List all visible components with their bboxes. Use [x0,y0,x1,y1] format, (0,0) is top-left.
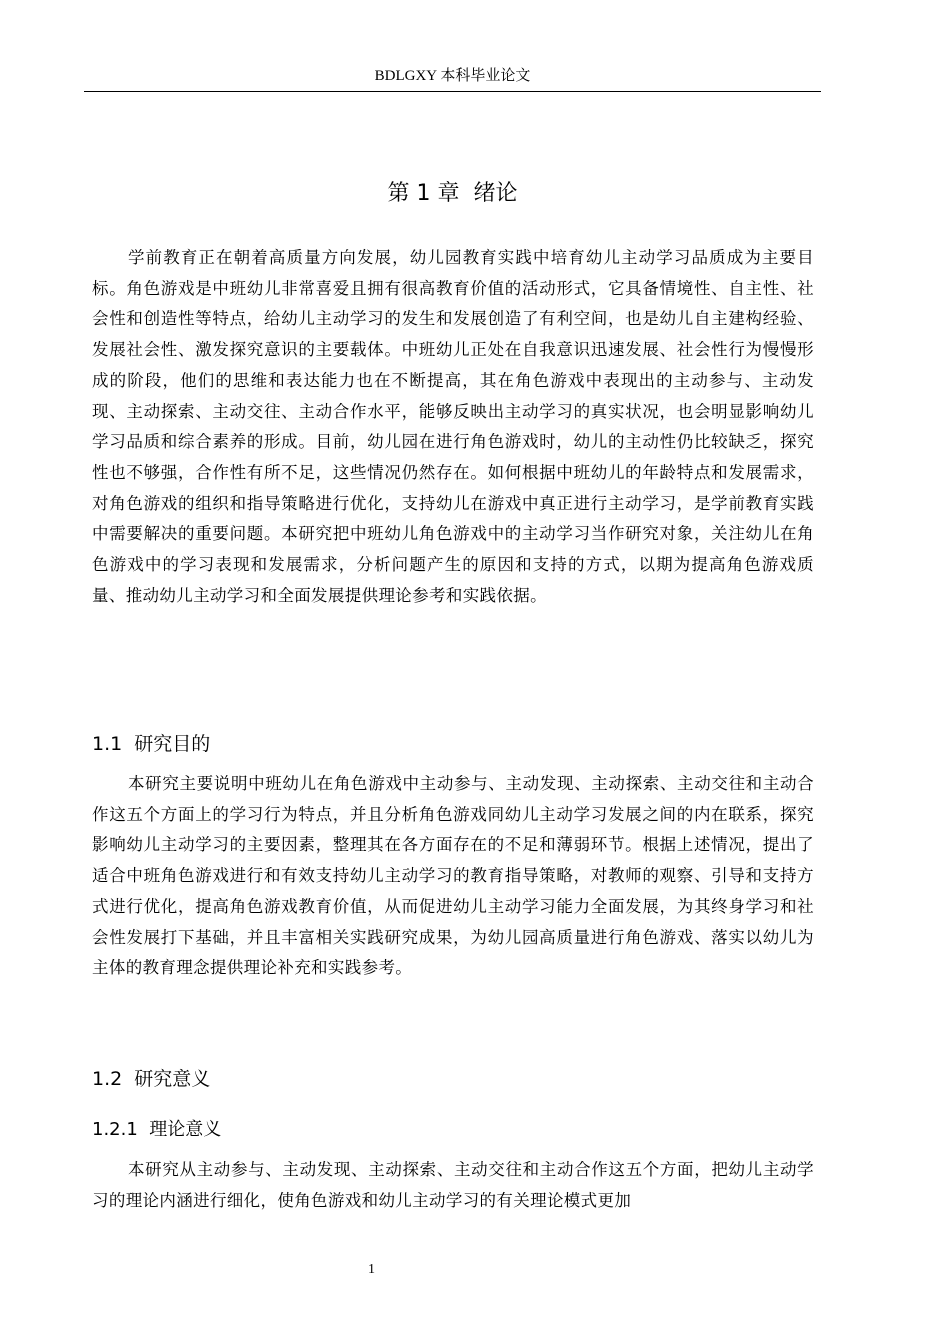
page-number: 1 [368,1262,375,1277]
section-heading-1-2-1: 1.2.1 理论意义 [92,1119,222,1140]
chapter-title: 第 1 章 绪论 [387,181,518,206]
chapter-intro-paragraph: 学前教育正在朝着高质量方向发展，幼儿园教育实践中培育幼儿主动学习品质成为主要目标。角色游戏是中班幼儿非常喜爱且拥有很高教育价值的活动形式，它具备情境性、自主性、社会性和创造性等特点，给幼儿主动学习的发生和发展创造了有利空间，也是幼儿自主建构经验、发展社会性、激发探究意识的主要载体。中班幼儿正处在自我意识迅速发展、社会性行为慢慢形成的阶段，他们的思维和表达能力也在不断提高，其在角色游戏中表现出的主动参与、主动发现、主动探索、主动交往、主动合作水平，能够反映出主动学习的真实状况，也会明显影响幼儿学习品质和综合素养的形成。目前，幼儿园在进行角色游戏时，幼儿的主动性仍比较缺乏，探究性也不够强，合作性有所不足，这些情况仍然存在。如何根据中班幼儿的年龄特点和发展需求，对角色游戏的组织和指导策略进行优化，支持幼儿在游戏中真正进行主动学习，是学前教育实践中需要解决的重要问题。本研究把中班幼儿角色游戏中的主动学习当作研究对象，关注幼儿在角色游戏中的学习表现和发展需求，分析问题产生的原因和支持的方式，以期为提高角色游戏质量、推动幼儿主动学习和全面发展提供理论参考和实践依据。 [92,248,814,605]
section-1-1-paragraph: 本研究主要说明中班幼儿在角色游戏中主动参与、主动发现、主动探索、主动交往和主动合作这五个方面上的学习行为特点，并且分析角色游戏同幼儿主动学习发展之间的内在联系，探究影响幼儿主动学习的主要因素，整理其在各方面存在的不足和薄弱环节。根据上述情况，提出了适合中班角色游戏进行和有效支持幼儿主动学习的教育指导策略，对教师的观察、引导和支持方式进行优化，提高角色游戏教育价值，从而促进幼儿主动学习能力全面发展，为其终身学习和社会性发展打下基础，并且丰富相关实践研究成果，为幼儿园高质量进行角色游戏、落实以幼儿为主体的教育理念提供理论补充和实践参考。 [92,774,814,978]
section-heading-1-1: 1.1 研究目的 [92,733,211,755]
running-header: BDLGXY 本科毕业论文 [374,68,531,84]
section-heading-1-2: 1.2 研究意义 [92,1068,211,1090]
section-1-2-1-paragraph: 本研究从主动参与、主动发现、主动探索、主动交往和主动合作这五个方面，把幼儿主动学习的理论内涵进行细化，使角色游戏和幼儿主动学习的有关理论模式更加 [92,1160,814,1210]
header-rule [84,91,821,92]
